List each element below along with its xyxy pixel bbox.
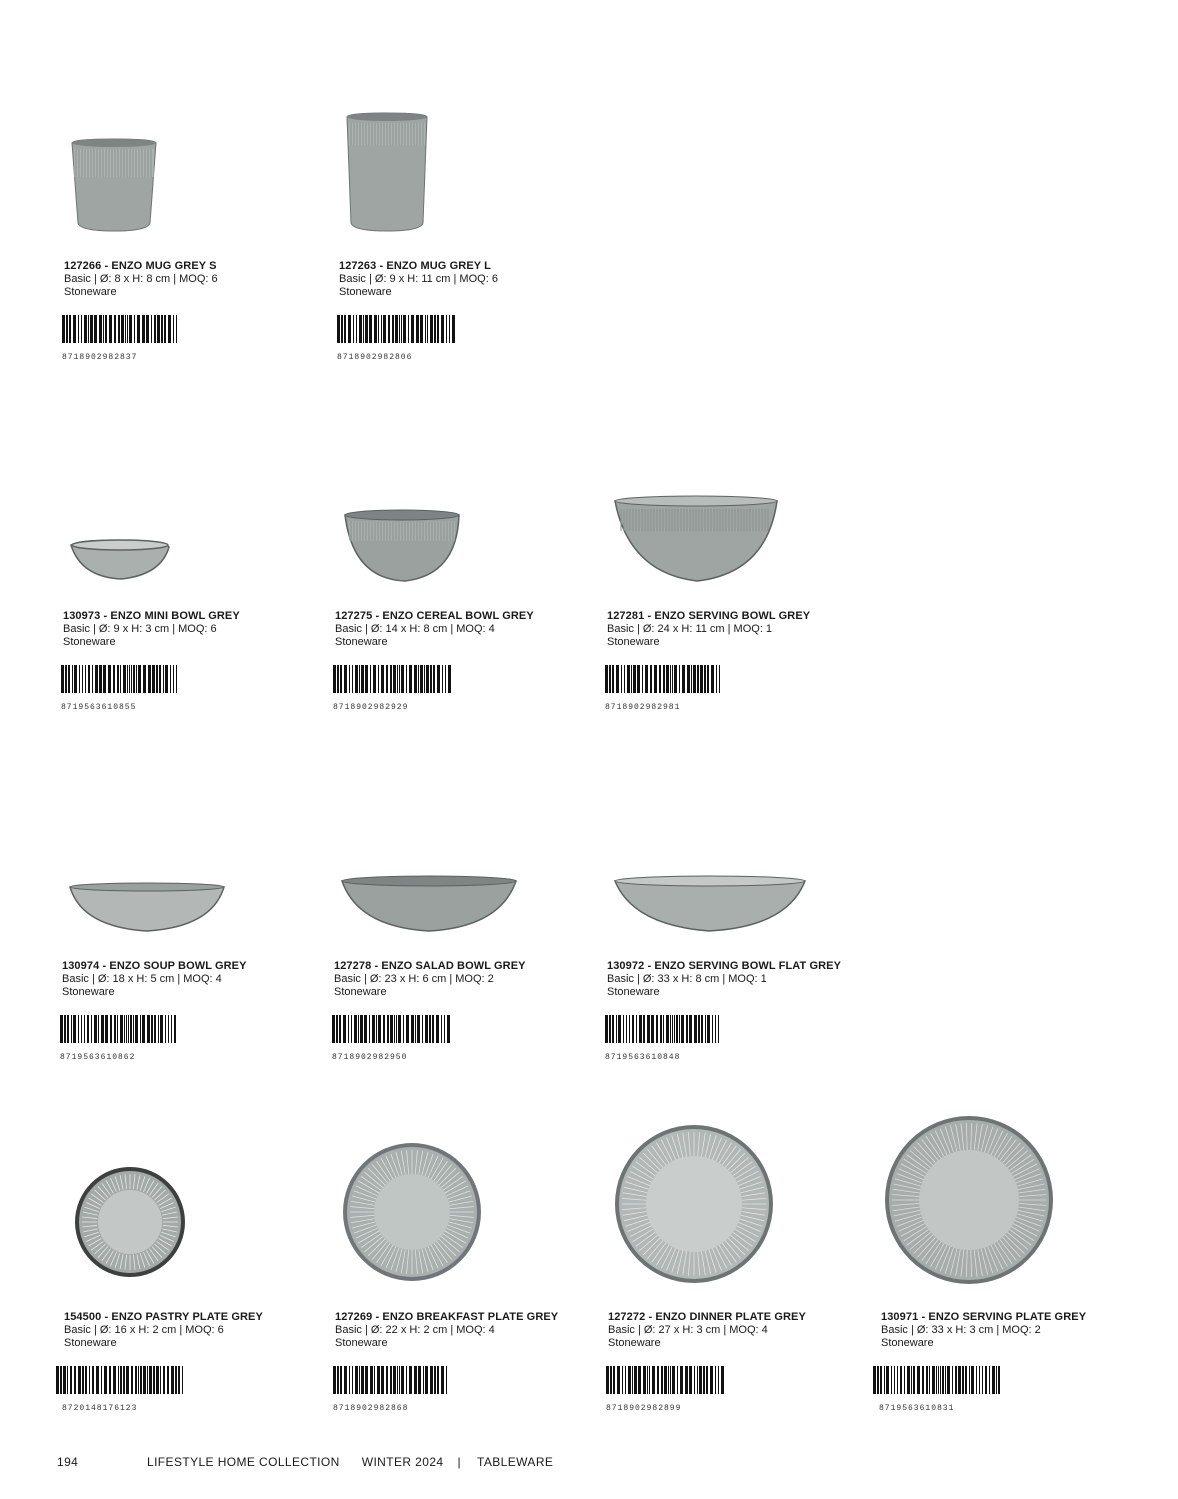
- ean-number: 8718902982929: [333, 703, 409, 712]
- product-material: Stoneware: [334, 986, 387, 998]
- barcode: [337, 315, 455, 343]
- product-spec: Basic | Ø: 22 x H: 2 cm | MOQ: 4: [335, 1324, 495, 1336]
- barcode: [62, 315, 180, 343]
- product-image-serving-plate: [881, 1105, 1141, 1255]
- product-spec: Basic | Ø: 24 x H: 11 cm | MOQ: 1: [607, 623, 773, 635]
- barcode: [61, 665, 179, 693]
- product-image-mug-l: [339, 105, 599, 255]
- product-spec: Basic | Ø: 23 x H: 6 cm | MOQ: 2: [334, 973, 494, 985]
- product-material: Stoneware: [335, 636, 388, 648]
- ean-number: 8719563610855: [61, 703, 137, 712]
- category-label: TABLEWARE: [477, 1455, 554, 1469]
- product-spec: Basic | Ø: 16 x H: 2 cm | MOQ: 6: [64, 1324, 224, 1336]
- ean-number: 8719563610831: [879, 1404, 955, 1413]
- product-image-salad-bowl: [334, 805, 594, 955]
- ean-number: 8718902982837: [62, 353, 138, 362]
- product-spec: Basic | Ø: 9 x H: 3 cm | MOQ: 6: [63, 623, 217, 635]
- product-spec: Basic | Ø: 27 x H: 3 cm | MOQ: 4: [608, 1324, 768, 1336]
- page-number: 194: [57, 1455, 79, 1469]
- product-material: Stoneware: [607, 986, 660, 998]
- product-spec: Basic | Ø: 18 x H: 5 cm | MOQ: 4: [62, 973, 222, 985]
- product-image-dinner-plate: [608, 1105, 868, 1255]
- product-material: Stoneware: [63, 636, 116, 648]
- product-title: 127278 - ENZO SALAD BOWL GREY: [334, 960, 526, 972]
- product-spec: Basic | Ø: 14 x H: 8 cm | MOQ: 4: [335, 623, 495, 635]
- season-label: WINTER 2024: [361, 1455, 444, 1469]
- product-image-soup-bowl: [62, 805, 322, 955]
- product-image-mini-bowl: [63, 455, 323, 605]
- product-image-cereal-bowl: [335, 455, 595, 605]
- product-title: 154500 - ENZO PASTRY PLATE GREY: [64, 1311, 263, 1323]
- product-material: Stoneware: [335, 1337, 388, 1349]
- product-image-mug-s: [64, 105, 324, 255]
- footer-separator: |: [457, 1455, 462, 1469]
- barcode: [333, 1366, 451, 1394]
- product-material: Stoneware: [607, 636, 660, 648]
- product-title: 127263 - ENZO MUG GREY L: [339, 260, 491, 272]
- product-material: Stoneware: [339, 286, 392, 298]
- product-image-breakfast-plate: [335, 1105, 595, 1255]
- product-title: 130972 - ENZO SERVING BOWL FLAT GREY: [607, 960, 842, 972]
- product-spec: Basic | Ø: 33 x H: 8 cm | MOQ: 1: [607, 973, 767, 985]
- barcode: [60, 1015, 178, 1043]
- product-spec: Basic | Ø: 33 x H: 3 cm | MOQ: 2: [881, 1324, 1041, 1336]
- barcode: [333, 665, 451, 693]
- ean-number: 8718902982981: [605, 703, 681, 712]
- product-image-serving-bowl: [607, 455, 867, 605]
- product-title: 127281 - ENZO SERVING BOWL GREY: [607, 610, 811, 622]
- product-spec: Basic | Ø: 9 x H: 11 cm | MOQ: 6: [339, 273, 498, 285]
- product-title: 127269 - ENZO BREAKFAST PLATE GREY: [335, 1311, 559, 1323]
- product-title: 127275 - ENZO CEREAL BOWL GREY: [335, 610, 534, 622]
- product-material: Stoneware: [608, 1337, 661, 1349]
- barcode: [56, 1366, 186, 1394]
- product-image-flat-bowl: [607, 805, 867, 955]
- ean-number: 8719563610848: [605, 1053, 681, 1062]
- product-spec: Basic | Ø: 8 x H: 8 cm | MOQ: 6: [64, 273, 218, 285]
- ean-number: 8718902982950: [332, 1053, 408, 1062]
- barcode: [606, 1366, 724, 1394]
- product-title: 127272 - ENZO DINNER PLATE GREY: [608, 1311, 806, 1323]
- ean-number: 8719563610862: [60, 1053, 136, 1062]
- ean-number: 8718902982806: [337, 353, 413, 362]
- product-material: Stoneware: [64, 286, 117, 298]
- product-material: Stoneware: [881, 1337, 934, 1349]
- product-material: Stoneware: [62, 986, 115, 998]
- barcode: [873, 1366, 1003, 1394]
- ean-number: 8718902982899: [606, 1404, 682, 1413]
- barcode: [332, 1015, 450, 1043]
- product-title: 130974 - ENZO SOUP BOWL GREY: [62, 960, 247, 972]
- ean-number: 8718902982868: [333, 1404, 409, 1413]
- product-image-pastry-plate: [64, 1105, 324, 1255]
- product-title: 127266 - ENZO MUG GREY S: [64, 260, 217, 272]
- ean-number: 8720148176123: [62, 1404, 138, 1413]
- barcode: [605, 1015, 723, 1043]
- collection-name: LIFESTYLE HOME COLLECTION: [147, 1455, 340, 1469]
- barcode: [605, 665, 723, 693]
- product-material: Stoneware: [64, 1337, 117, 1349]
- page-footer: [57, 1455, 553, 1469]
- product-title: 130973 - ENZO MINI BOWL GREY: [63, 610, 240, 622]
- product-title: 130971 - ENZO SERVING PLATE GREY: [881, 1311, 1087, 1323]
